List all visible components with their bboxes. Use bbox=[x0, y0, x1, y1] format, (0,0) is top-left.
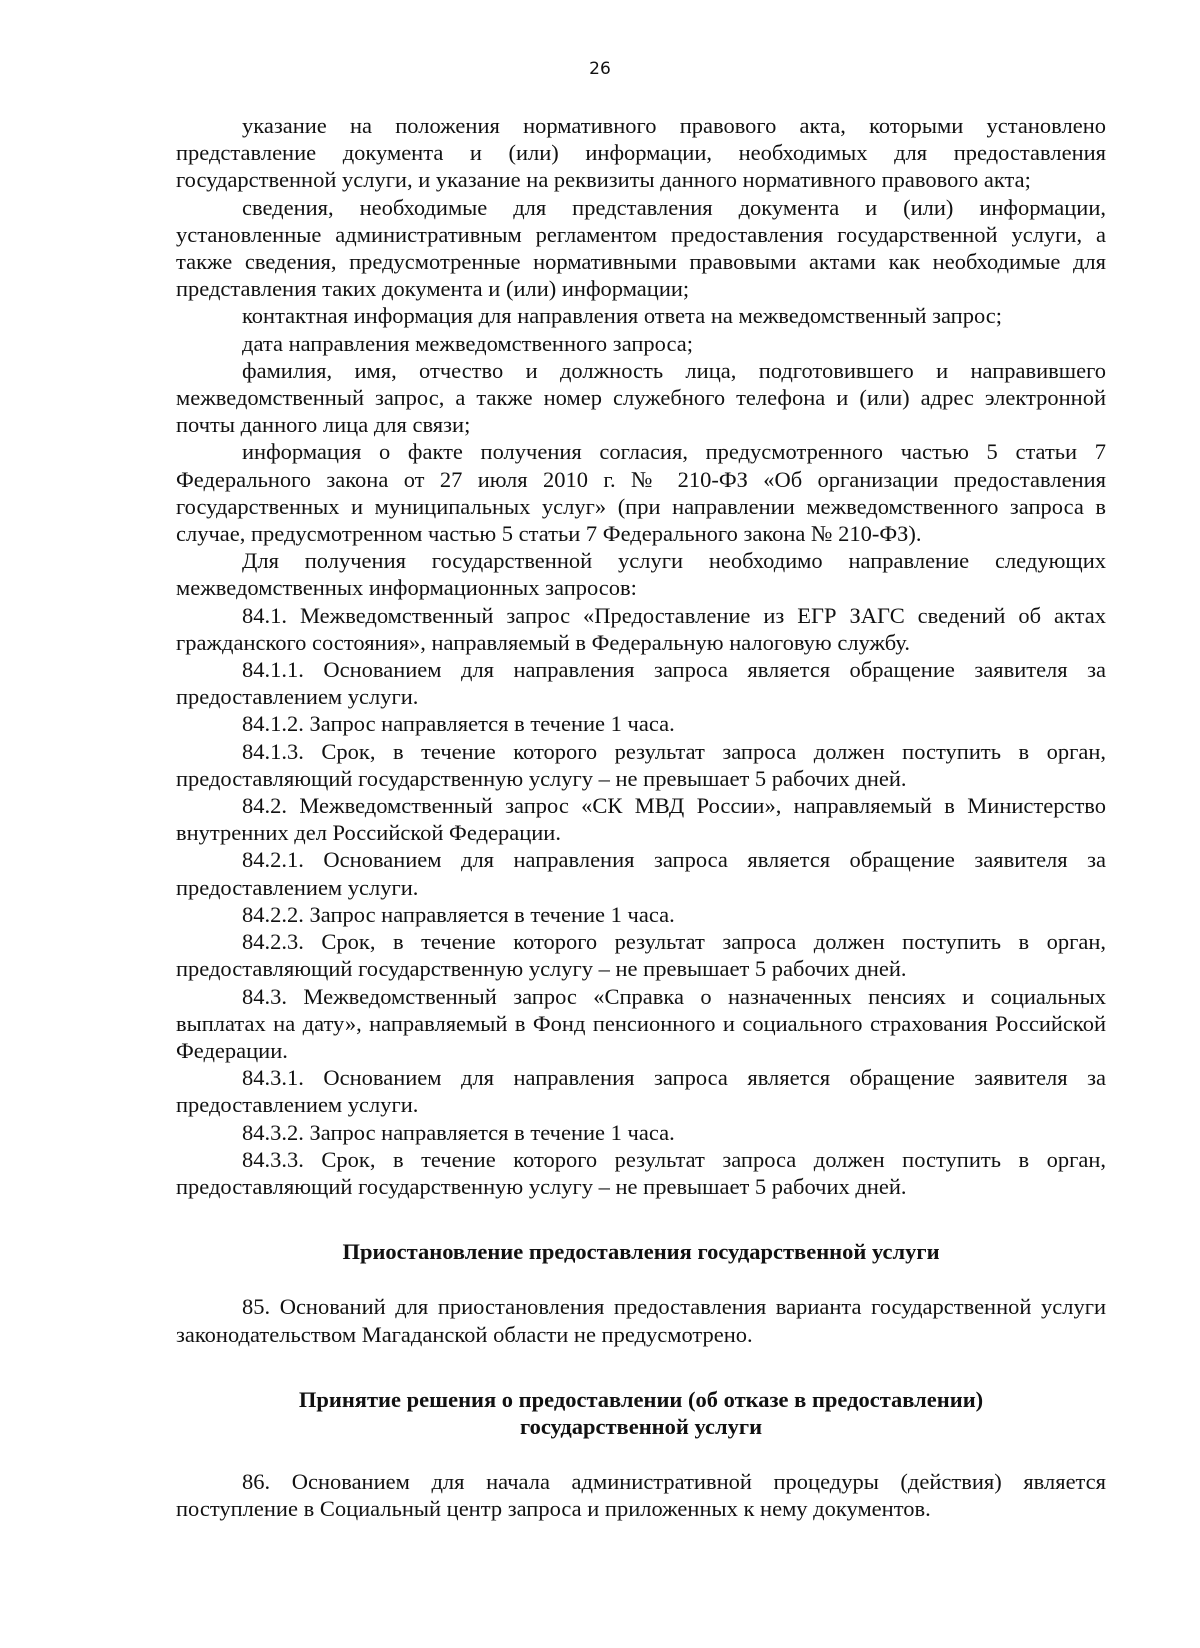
paragraph: фамилия, имя, отчество и должность лица, подготовившего и направившего межведомственный запрос, а также номер служебного телефона и (или) адрес электронной почты данного лица для связи; bbox=[176, 357, 1106, 438]
paragraph-84-3-1: 84.3.1. Основанием для направления запроса является обращение заявителя за предоставлением услуги. bbox=[176, 1065, 1106, 1118]
paragraph-84-3-3: 84.3.3. Срок, в течение которого результат запроса должен поступить в орган, предоставляющий государственную услугу – не превышает 5 рабочих дней. bbox=[176, 1146, 1106, 1199]
document-body bbox=[176, 112, 1106, 1523]
paragraph-84-1: 84.1. Межведомственный запрос «Предоставление из ЕГР ЗАГС сведений об актах гражданского состояния», направляемый в Федеральную налоговую службу. bbox=[176, 602, 1106, 655]
paragraph: Для получения государственной услуги необходимо направление следующих межведомственных информационных запросов: bbox=[176, 548, 1106, 601]
paragraph: контактная информация для направления ответа на межведомственный запрос; bbox=[242, 303, 1003, 329]
paragraph: указание на положения нормативного правового акта, которыми установлено представление документа и (или) информации, необходимых для предоставления государственной услуги, и указание на реквизиты данного нормативного правового акта; bbox=[176, 113, 1106, 193]
paragraph-84-1-3: 84.1.3. Срок, в течение которого результат запроса должен поступить в орган, предоставляющий государственную услугу – не превышает 5 рабочих дней. bbox=[176, 738, 1106, 791]
section-heading-decision bbox=[176, 1386, 1106, 1440]
paragraph-84-2-3: 84.2.3. Срок, в течение которого результат запроса должен поступить в орган, предоставляющий государственную услугу – не превышает 5 рабочих дней. bbox=[176, 929, 1106, 982]
paragraph-84-1-2: 84.1.2. Запрос направляется в течение 1 часа. bbox=[242, 711, 675, 737]
paragraph-84-3-2: 84.3.2. Запрос направляется в течение 1 часа. bbox=[242, 1119, 675, 1145]
paragraph: сведения, необходимые для представления документа и (или) информации, установленные административным регламентом предоставления государственной услуги, а также сведения, предусмотренные нормативными правовыми актами как необходимые для представления таких документа и (или) информации; bbox=[176, 194, 1106, 302]
paragraph-84-2: 84.2. Межведомственный запрос «СК МВД России», направляемый в Министерство внутренних дел Российской Федерации. bbox=[176, 793, 1106, 846]
section-heading-suspension: Приостановление предоставления государственной услуги bbox=[342, 1239, 940, 1265]
section-heading-decision-line1: Принятие решения о предоставлении (об отказе в предоставлении) bbox=[298, 1386, 984, 1412]
paragraph-86: 86. Основанием для начала административной процедуры (действия) является поступление в Социальный центр запроса и приложенных к нему документов. bbox=[176, 1469, 1106, 1522]
paragraph: информация о факте получения согласия, предусмотренного частью 5 статьи 7 Федерального закона от 27 июля 2010 г. № 210-ФЗ «Об организации предоставления государственных и муниципальных услуг» (при направлении межведомственного запроса в случае, предусмотренном частью 5 статьи 7 Федерального закона № 210-ФЗ). bbox=[176, 439, 1106, 547]
paragraph-84-2-2: 84.2.2. Запрос направляется в течение 1 часа. bbox=[242, 901, 675, 927]
section-heading-decision-line2: государственной услуги bbox=[519, 1413, 763, 1439]
paragraph-84-1-1: 84.1.1. Основанием для направления запроса является обращение заявителя за предоставлением услуги. bbox=[176, 657, 1106, 710]
paragraph-84-2-1: 84.2.1. Основанием для направления запроса является обращение заявителя за предоставлением услуги. bbox=[176, 847, 1106, 900]
page-number: 26 bbox=[589, 59, 611, 79]
paragraph-85: 85. Оснований для приостановления предоставления варианта государственной услуги законодательством Магаданской области не предусмотрено. bbox=[176, 1294, 1106, 1347]
paragraph-84-3: 84.3. Межведомственный запрос «Справка о назначенных пенсиях и социальных выплатах на дату», направляемый в Фонд пенсионного и социального страхования Российской Федерации. bbox=[176, 983, 1106, 1063]
paragraph: дата направления межведомственного запроса; bbox=[242, 330, 693, 356]
